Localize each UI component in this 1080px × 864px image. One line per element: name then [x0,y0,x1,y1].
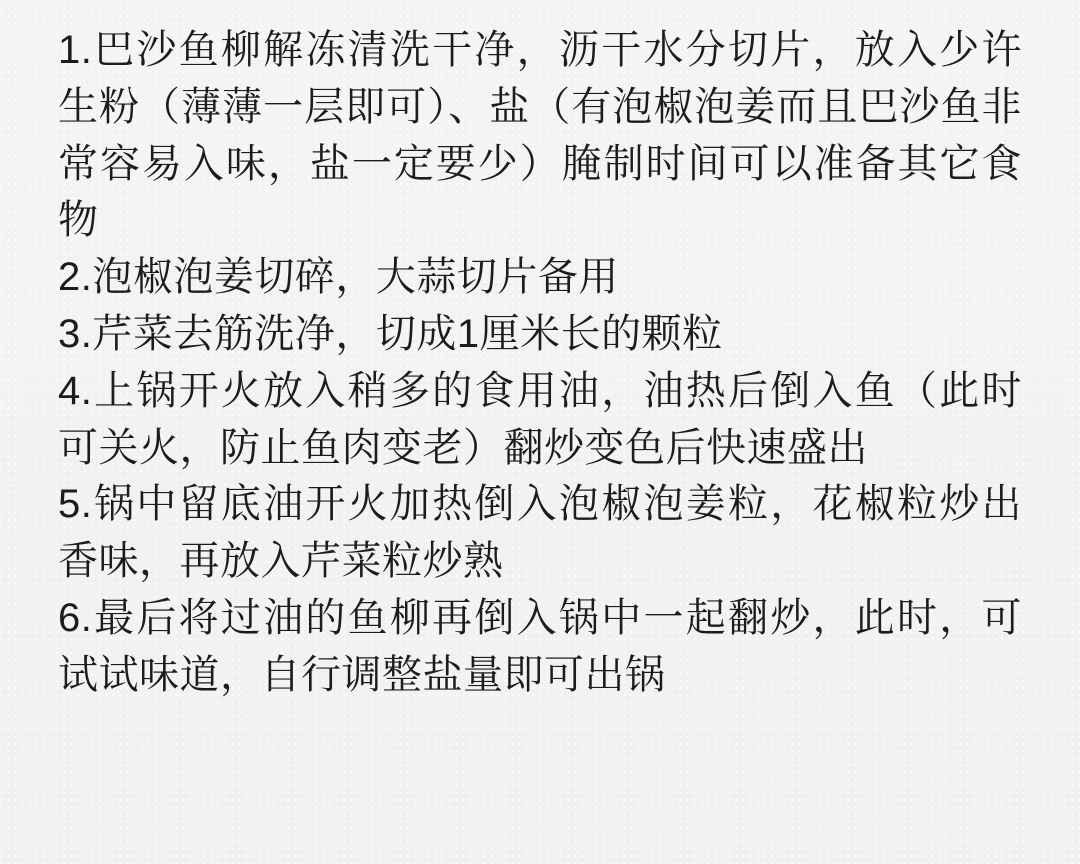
recipe-step: 1.巴沙鱼柳解冻清洗干净，沥干水分切片，放入少许生粉（薄薄一层即可）、盐（有泡椒泡姜而且巴沙鱼非常容易入味，盐一定要少）腌制时间可以准备其它食物 [58,28,1022,243]
recipe-step: 3.芹菜去筋洗净，切成1厘米长的颗粒 [58,311,723,356]
recipe-step: 2.泡椒泡姜切碎，大蒜切片备用 [58,255,619,300]
recipe-step: 6.最后将过油的鱼柳再倒入锅中一起翻炒，此时，可试试味道，自行调整盐量即可出锅 [58,595,1022,697]
recipe-step: 5.锅中留底油开火加热倒入泡椒泡姜粒，花椒粒炒出香味，再放入芹菜粒炒熟 [58,482,1022,584]
recipe-step: 4.上锅开火放入稍多的食用油，油热后倒入鱼（此时可关火，防止鱼肉变老）翻炒变色后快速盛出 [58,368,1022,470]
